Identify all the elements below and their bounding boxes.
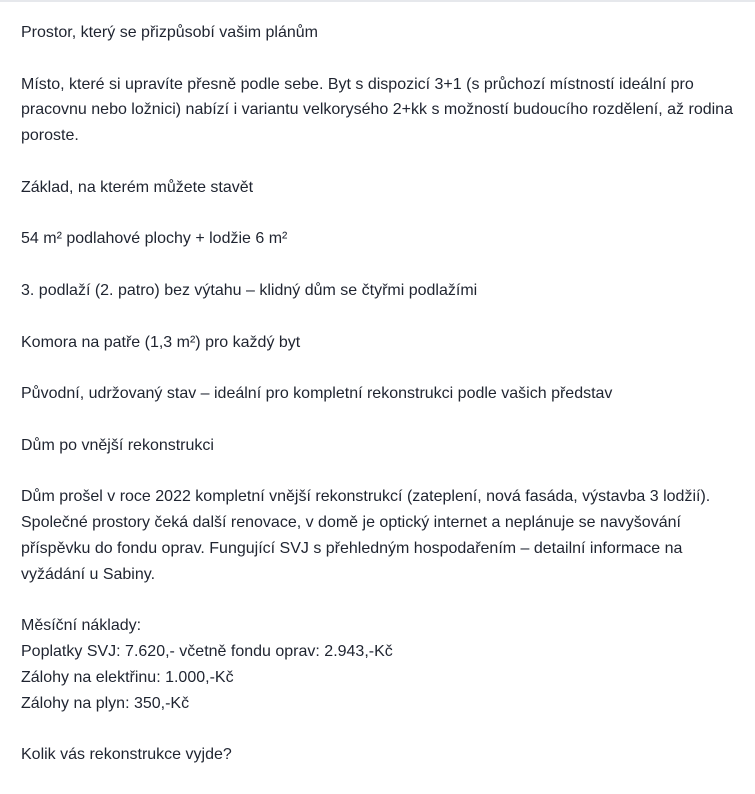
costs-svj-line: Poplatky SVJ: 7.620,- včetně fondu oprav: 2.943,-Kč [21,643,393,661]
floor-line: 3. podlaží (2. patro) bez výtahu – klidný dům se čtyřmi podlažími [21,281,478,299]
storage-line: Komora na patře (1,3 m²) pro každý byt [21,333,301,351]
section-heading-basics: Základ, na kterém můžete stavět [21,178,254,196]
costs-heading: Měsíční náklady: [21,617,142,635]
top-divider [0,0,755,2]
section-heading-building: Dům po vnější rekonstrukci [21,436,214,454]
condition-line: Původní, udržovaný stav – ideální pro kompletní rekonstrukci podle vašich představ [21,385,613,403]
listing-description [21,20,741,794]
renovation-question: Kolik vás rekonstrukce vyjde? [21,746,232,764]
costs-electricity-line: Zálohy na elektřinu: 1.000,-Kč [21,668,234,686]
intro-paragraph: Místo, které si upravíte přesně podle sebe. Byt s dispozicí 3+1 (s průchozí místností ideální pro pracovnu nebo ložnici) nabízí i variantu velkorysého 2+kk s možností budoucího rozdělení, až rodina poroste. [21,75,733,145]
section-heading-space: Prostor, který se přizpůsobí vašim plánům [21,24,319,41]
building-paragraph: Dům prošel v roce 2022 kompletní vnější rekonstrukcí (zateplení, nová fasáda, výstavba 3 lodžií). Společné prostory čeká další renovace, v domě je optický internet a neplánuje se navyšování příspěvku do fondu oprav. Fungující SVJ s přehledným hospodařením – detailní informace na vyžádání u Sabiny. [21,488,711,583]
area-line: 54 m² podlahové plochy + lodžie 6 m² [21,230,288,248]
costs-gas-line: Zálohy na plyn: 350,-Kč [21,694,190,712]
